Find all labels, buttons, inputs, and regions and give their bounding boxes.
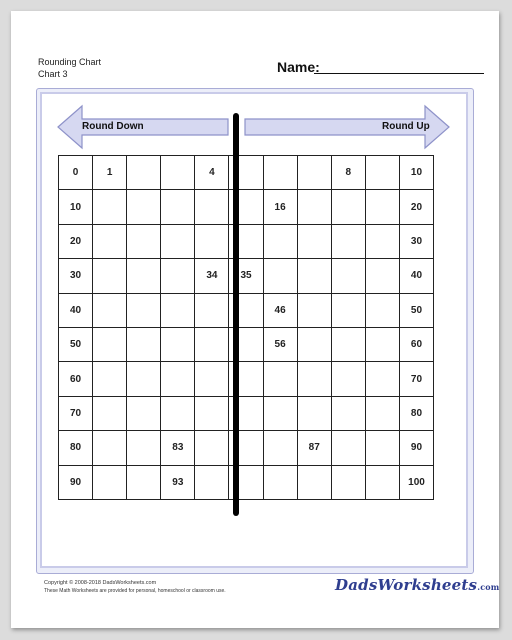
grid-cell: 20: [399, 190, 433, 224]
grid-cell: [127, 362, 161, 396]
grid-cell: [93, 431, 127, 465]
grid-cell: [297, 362, 331, 396]
grid-cell: 16: [263, 190, 297, 224]
grid-cell: [93, 465, 127, 499]
grid-cell: [365, 327, 399, 361]
grid-cell: [297, 396, 331, 430]
grid-cell: [161, 259, 195, 293]
usage-note: These Math Worksheets are provided for personal, homeschool or classroom use.: [44, 588, 226, 594]
grid-cell: 93: [161, 465, 195, 499]
grid-cell: 100: [399, 465, 433, 499]
grid-cell: 35: [229, 259, 263, 293]
grid-cell: [195, 293, 229, 327]
grid-cell: [365, 190, 399, 224]
chart-number: Chart 3: [38, 69, 68, 79]
grid-cell: 56: [263, 327, 297, 361]
grid-cell: [127, 465, 161, 499]
grid-cell: [365, 465, 399, 499]
grid-cell: 46: [263, 293, 297, 327]
grid-row: [59, 431, 434, 465]
grid-cell: 4: [195, 156, 229, 190]
grid-cell: [93, 396, 127, 430]
grid-cell: 8: [331, 156, 365, 190]
grid-cell: [195, 327, 229, 361]
grid-row: [59, 396, 434, 430]
grid-cell: 0: [59, 156, 93, 190]
grid-cell: [263, 431, 297, 465]
grid-row: [59, 327, 434, 361]
grid-cell: 1: [93, 156, 127, 190]
grid-row: [59, 224, 434, 258]
grid-cell: [331, 327, 365, 361]
grid-cell: [127, 224, 161, 258]
grid-cell: [195, 465, 229, 499]
grid-cell: 10: [399, 156, 433, 190]
grid-cell: [93, 362, 127, 396]
grid-cell: [195, 396, 229, 430]
grid-cell: 80: [399, 396, 433, 430]
grid-cell: 20: [59, 224, 93, 258]
rounding-grid: [58, 155, 434, 500]
grid-cell: 10: [59, 190, 93, 224]
grid-cell: 70: [399, 362, 433, 396]
name-label: Name:: [277, 59, 320, 75]
grid-row: [59, 465, 434, 499]
grid-cell: [331, 465, 365, 499]
grid-cell: [365, 259, 399, 293]
grid-cell: 60: [59, 362, 93, 396]
grid-row: [59, 259, 434, 293]
grid-cell: [331, 396, 365, 430]
grid-cell: [331, 224, 365, 258]
grid-cell: [263, 259, 297, 293]
grid-cell: [127, 431, 161, 465]
grid-cell: 90: [59, 465, 93, 499]
grid-cell: [297, 156, 331, 190]
grid-cell: [297, 224, 331, 258]
rounding-divider-line: [233, 113, 239, 516]
grid-cell: [365, 362, 399, 396]
grid-cell: [195, 362, 229, 396]
grid-cell: [93, 224, 127, 258]
grid-cell: [93, 293, 127, 327]
grid-row: [59, 156, 434, 190]
grid-cell: [161, 396, 195, 430]
grid-cell: [127, 156, 161, 190]
grid-cell: [297, 293, 331, 327]
logo-suffix: .com: [477, 582, 500, 592]
round-down-label: Round Down: [82, 121, 144, 132]
grid-cell: [161, 293, 195, 327]
grid-cell: [331, 259, 365, 293]
grid-cell: [161, 327, 195, 361]
grid-cell: 50: [59, 327, 93, 361]
grid-cell: 34: [195, 259, 229, 293]
grid-cell: 70: [59, 396, 93, 430]
grid-cell: [93, 327, 127, 361]
grid-cell: [365, 396, 399, 430]
grid-cell: [93, 259, 127, 293]
grid-cell: [297, 327, 331, 361]
grid-cell: [263, 224, 297, 258]
grid-cell: [331, 362, 365, 396]
grid-cell: [365, 224, 399, 258]
grid-cell: [331, 190, 365, 224]
grid-cell: [263, 465, 297, 499]
site-logo: [335, 576, 499, 594]
grid-cell: [161, 156, 195, 190]
grid-cell: [297, 465, 331, 499]
grid-cell: [195, 224, 229, 258]
grid-cell: [331, 293, 365, 327]
worksheet-title: Rounding Chart: [38, 57, 102, 67]
grid-cell: [127, 190, 161, 224]
grid-cell: 30: [59, 259, 93, 293]
grid-cell: [161, 190, 195, 224]
grid-cell: [297, 259, 331, 293]
grid-cell: [161, 362, 195, 396]
round-up-label: Round Up: [382, 121, 430, 132]
grid-cell: 90: [399, 431, 433, 465]
grid-cell: 80: [59, 431, 93, 465]
grid-cell: [365, 156, 399, 190]
grid-cell: 87: [297, 431, 331, 465]
grid-cell: [127, 396, 161, 430]
grid-cell: [365, 293, 399, 327]
grid-cell: [127, 327, 161, 361]
grid-cell: [127, 293, 161, 327]
copyright-text: Copyright © 2008-2018 DadsWorksheets.com: [44, 580, 157, 586]
grid-cell: [161, 224, 195, 258]
grid-cell: 40: [399, 259, 433, 293]
grid-cell: 83: [161, 431, 195, 465]
grid-cell: [195, 431, 229, 465]
logo-text: DadsWorksheets: [335, 576, 478, 594]
grid-cell: [93, 190, 127, 224]
grid-row: [59, 293, 434, 327]
grid-cell: [331, 431, 365, 465]
grid-cell: 50: [399, 293, 433, 327]
grid-row: [59, 190, 434, 224]
grid-cell: 60: [399, 327, 433, 361]
grid-cell: 40: [59, 293, 93, 327]
grid-cell: [127, 259, 161, 293]
grid-cell: [195, 190, 229, 224]
grid-cell: [365, 431, 399, 465]
grid-cell: [263, 396, 297, 430]
grid-row: [59, 362, 434, 396]
grid-cell: 30: [399, 224, 433, 258]
grid-cell: [263, 156, 297, 190]
grid-cell: [263, 362, 297, 396]
grid-cell: [297, 190, 331, 224]
